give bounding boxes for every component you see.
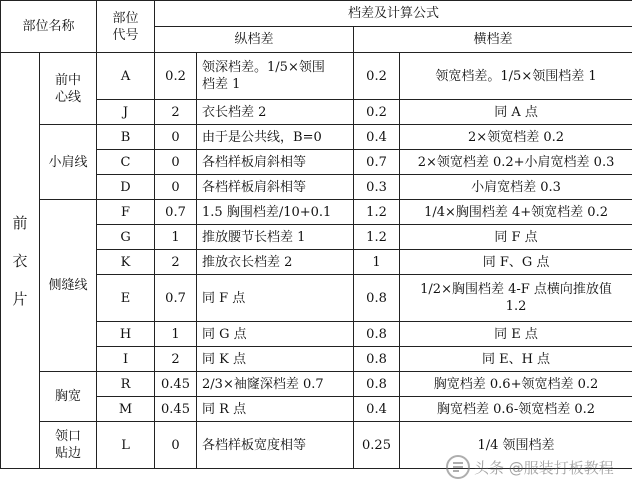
horizontal-formula: 同 E、H 点 bbox=[400, 347, 632, 372]
group-collar: 领口 贴边 bbox=[40, 422, 97, 469]
table-row bbox=[1, 200, 632, 225]
point-code: J bbox=[97, 100, 155, 125]
horizontal-formula: 2×领宽档差 0.2 bbox=[400, 125, 632, 150]
horizontal-value: 0.8 bbox=[354, 322, 400, 347]
vertical-formula: 1.5 胸围档差/10+0.1 bbox=[197, 200, 354, 225]
horizontal-value: 1 bbox=[354, 250, 400, 275]
group-front-center: 前中 心线 bbox=[40, 53, 97, 125]
horizontal-value: 0.8 bbox=[354, 372, 400, 397]
header-part-name: 部位名称 bbox=[1, 1, 97, 53]
point-code: G bbox=[97, 225, 155, 250]
vertical-formula: 2/3×袖窿深档差 0.7 bbox=[197, 372, 354, 397]
horizontal-value: 0.7 bbox=[354, 150, 400, 175]
watermark-text: 头条 @服装打板教程 bbox=[474, 459, 614, 477]
vertical-value: 0.45 bbox=[155, 372, 197, 397]
group-shoulder: 小肩线 bbox=[40, 125, 97, 200]
vertical-value: 0.7 bbox=[155, 200, 197, 225]
vertical-value: 0.7 bbox=[155, 275, 197, 322]
horizontal-formula: 胸宽档差 0.6-领宽档差 0.2 bbox=[400, 397, 632, 422]
horizontal-value: 1.2 bbox=[354, 200, 400, 225]
horizontal-formula: 胸宽档差 0.6+领宽档差 0.2 bbox=[400, 372, 632, 397]
table-row bbox=[1, 125, 632, 150]
vertical-value: 1 bbox=[155, 225, 197, 250]
horizontal-value: 0.2 bbox=[354, 53, 400, 100]
vertical-value: 2 bbox=[155, 100, 197, 125]
vertical-formula: 推放腰节长档差 1 bbox=[197, 225, 354, 250]
horizontal-formula: 同 F 点 bbox=[400, 225, 632, 250]
horizontal-value: 0.8 bbox=[354, 347, 400, 372]
vertical-value: 2 bbox=[155, 347, 197, 372]
group-chest: 胸宽 bbox=[40, 372, 97, 422]
header-part-code: 部位 代号 bbox=[97, 1, 155, 53]
horizontal-formula: 同 A 点 bbox=[400, 100, 632, 125]
horizontal-formula: 小肩宽档差 0.3 bbox=[400, 175, 632, 200]
vertical-formula: 同 G 点 bbox=[197, 322, 354, 347]
horizontal-formula: 领宽档差。1/5×领围档差 1 bbox=[400, 53, 632, 100]
vertical-formula: 同 R 点 bbox=[197, 397, 354, 422]
horizontal-formula: 1/2×胸围档差 4-F 点横向推放值 1.2 bbox=[400, 275, 632, 322]
vertical-formula: 同 F 点 bbox=[197, 275, 354, 322]
point-code: R bbox=[97, 372, 155, 397]
point-code: D bbox=[97, 175, 155, 200]
point-code: K bbox=[97, 250, 155, 275]
header-formula-group: 档差及计算公式 bbox=[155, 1, 632, 27]
group-side-seam: 侧缝线 bbox=[40, 200, 97, 372]
point-code: I bbox=[97, 347, 155, 372]
vertical-formula: 推放衣长档差 2 bbox=[197, 250, 354, 275]
point-code: L bbox=[97, 422, 155, 469]
horizontal-value: 0.4 bbox=[354, 397, 400, 422]
vertical-formula: 各档样板宽度相等 bbox=[197, 422, 354, 469]
horizontal-formula: 2×领宽档差 0.2+小肩宽档差 0.3 bbox=[400, 150, 632, 175]
header-vertical: 纵档差 bbox=[155, 27, 354, 53]
point-code: E bbox=[97, 275, 155, 322]
horizontal-formula: 同 E 点 bbox=[400, 322, 632, 347]
horizontal-value: 0.2 bbox=[354, 100, 400, 125]
vertical-formula: 由于是公共线，B=0 bbox=[197, 125, 354, 150]
vertical-formula: 各档样板肩斜相等 bbox=[197, 175, 354, 200]
vertical-value: 2 bbox=[155, 250, 197, 275]
vertical-formula: 各档样板肩斜相等 bbox=[197, 150, 354, 175]
vertical-formula: 同 K 点 bbox=[197, 347, 354, 372]
vertical-value: 0 bbox=[155, 150, 197, 175]
vertical-formula: 领深档差。1/5×领围 档差 1 bbox=[197, 53, 354, 100]
horizontal-value: 1.2 bbox=[354, 225, 400, 250]
horizontal-value: 0.4 bbox=[354, 125, 400, 150]
header-horizontal: 横档差 bbox=[354, 27, 632, 53]
vertical-value: 0 bbox=[155, 422, 197, 469]
point-code: F bbox=[97, 200, 155, 225]
horizontal-value: 0.25 bbox=[354, 422, 400, 469]
point-code: M bbox=[97, 397, 155, 422]
vertical-value: 1 bbox=[155, 322, 197, 347]
vertical-value: 0.2 bbox=[155, 53, 197, 100]
point-code: C bbox=[97, 150, 155, 175]
vertical-value: 0 bbox=[155, 175, 197, 200]
vertical-formula: 衣长档差 2 bbox=[197, 100, 354, 125]
point-code: H bbox=[97, 322, 155, 347]
table-row bbox=[1, 372, 632, 397]
toutiao-logo-icon bbox=[445, 454, 471, 480]
vertical-value: 0 bbox=[155, 125, 197, 150]
horizontal-formula: 1/4×胸围档差 4+领宽档差 0.2 bbox=[400, 200, 632, 225]
horizontal-formula: 1/4 领围档差 bbox=[400, 422, 632, 469]
horizontal-formula: 同 F、G 点 bbox=[400, 250, 632, 275]
point-code: B bbox=[97, 125, 155, 150]
section-label: 前 衣 片 bbox=[1, 53, 40, 469]
point-code: A bbox=[97, 53, 155, 100]
horizontal-value: 0.8 bbox=[354, 275, 400, 322]
table-row bbox=[1, 53, 632, 100]
vertical-value: 0.45 bbox=[155, 397, 197, 422]
horizontal-value: 0.3 bbox=[354, 175, 400, 200]
